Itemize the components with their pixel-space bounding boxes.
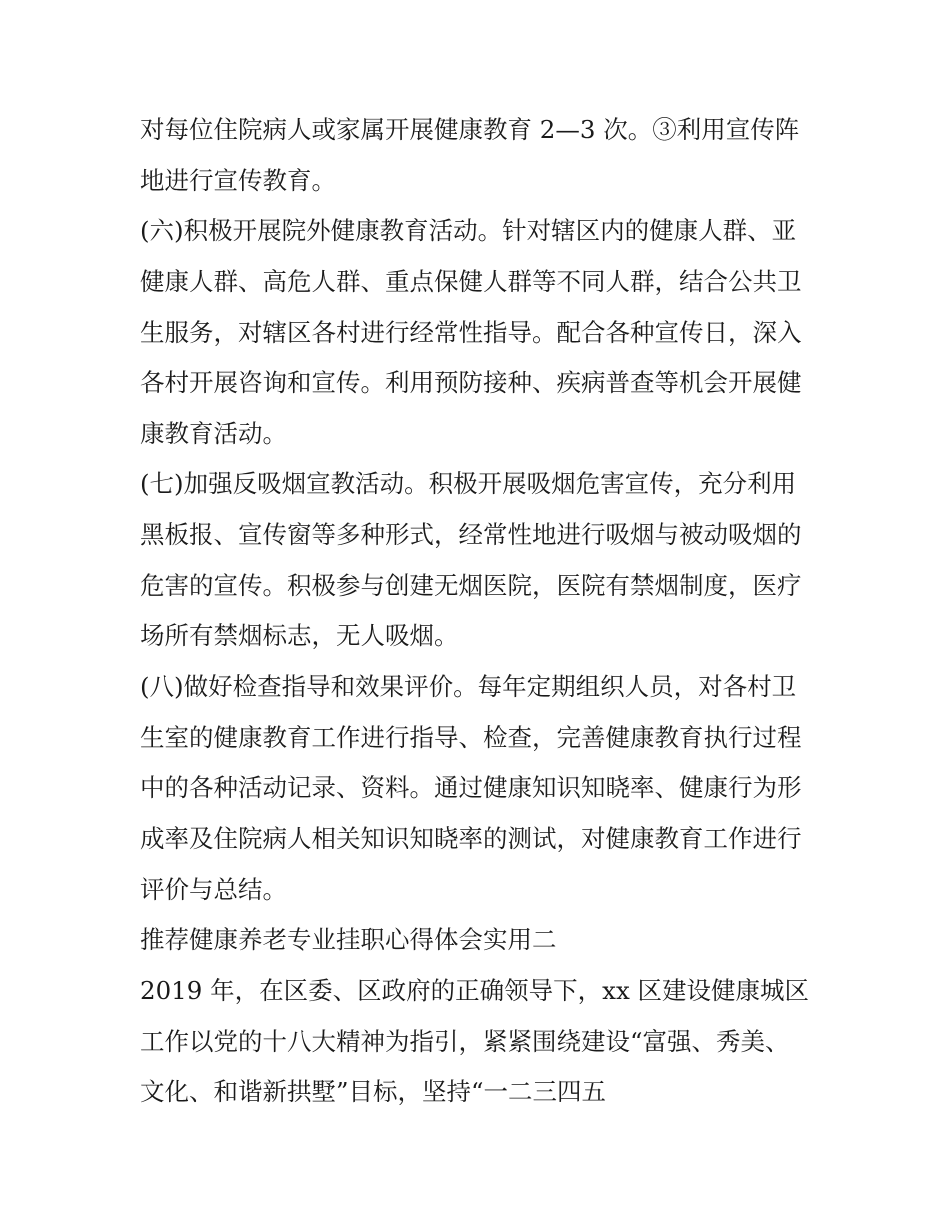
- text-line: 工作以党的十八大精神为指引，紧紧围绕建设“富强、秀美、: [140, 1026, 790, 1056]
- text-line: 各村开展咨询和宣传。利用预防接种、疾病普查等机会开展健: [140, 368, 802, 398]
- text-line: 生服务，对辖区各村进行经常性指导。配合各种宣传日，深入: [140, 317, 802, 347]
- text-line: 文化、和谐新拱墅”目标，坚持“一二三四五: [140, 1077, 607, 1107]
- text-line: 评价与总结。: [140, 874, 287, 904]
- text-line: 中的各种活动记录、资料。通过健康知识知晓率、健康行为形: [140, 773, 802, 803]
- text-line: 康教育活动。: [140, 418, 287, 448]
- text-line: 生室的健康教育工作进行指导、检查，完善健康教育执行过程: [140, 722, 802, 752]
- text-line: (八)做好检查指导和效果评价。每年定期组织人员，对各村卫: [140, 672, 797, 702]
- text-line: 黑板报、宣传窗等多种形式，经常性地进行吸烟与被动吸烟的: [140, 520, 802, 550]
- document-body: [140, 105, 830, 1118]
- text-line: 危害的宣传。积极参与创建无烟医院，医院有禁烟制度，医疗: [140, 570, 802, 600]
- text-line: (七)加强反吸烟宣教活动。积极开展吸烟危害宣传，充分利用: [140, 469, 797, 499]
- text-line: (六)积极开展院外健康教育活动。针对辖区内的健康人群、亚: [140, 216, 797, 246]
- text-line: 健康人群、高危人群、重点保健人群等不同人群，结合公共卫: [140, 266, 802, 296]
- text-line: 场所有禁烟标志，无人吸烟。: [140, 621, 459, 651]
- text-line: 成率及住院病人相关知识知晓率的测试，对健康教育工作进行: [140, 823, 802, 853]
- section-heading: 推荐健康养老专业挂职心得体会实用二: [140, 925, 557, 955]
- text-line: 对每位住院病人或家属开展健康教育 2—3 次。③利用宣传阵: [140, 115, 800, 144]
- text-line: 2019 年，在区委、区政府的正确领导下，xx 区建设健康城区: [140, 975, 810, 1005]
- text-line: 地进行宣传教育。: [140, 165, 336, 195]
